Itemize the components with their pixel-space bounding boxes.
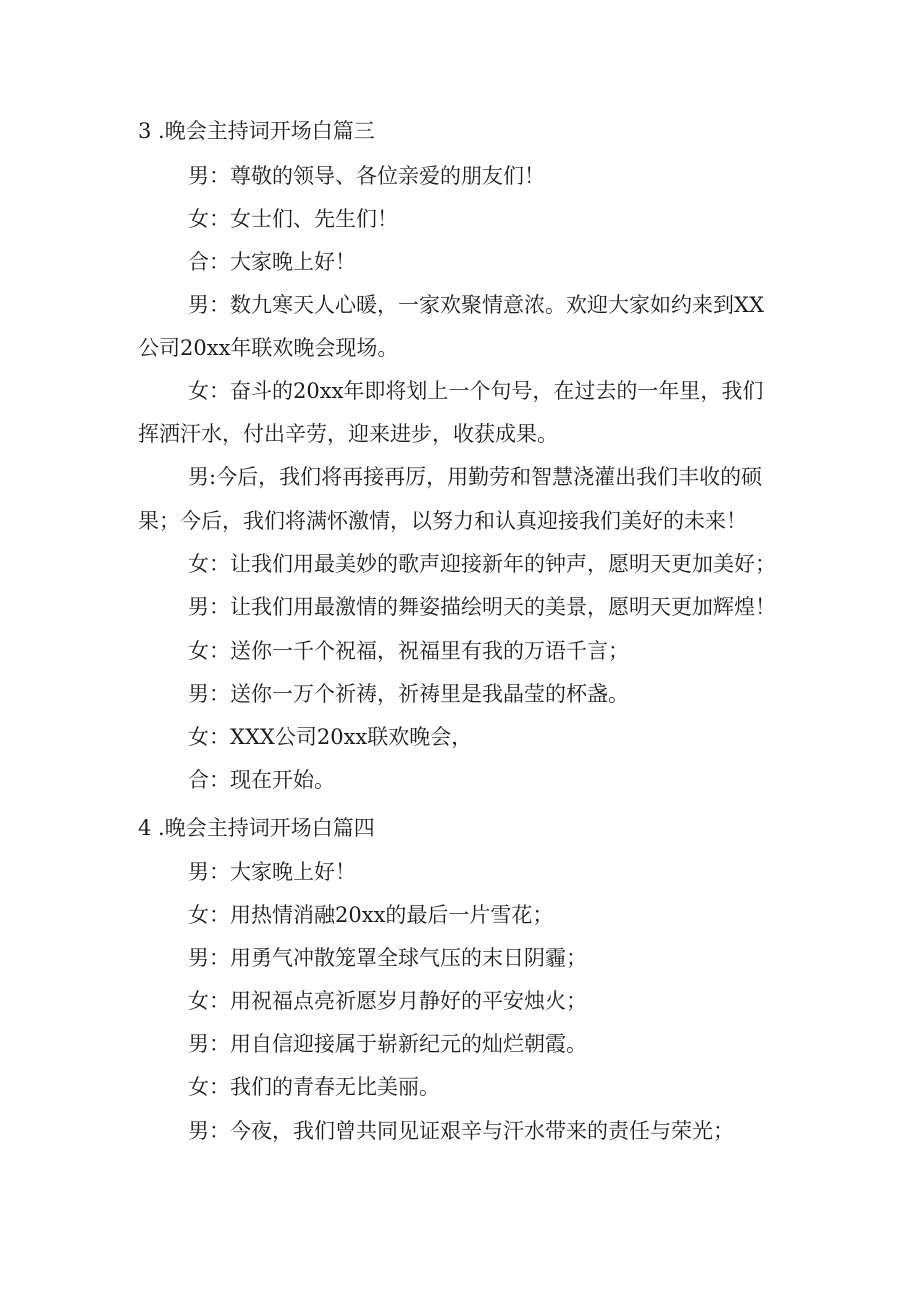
dialogue-line: 男：今夜，我们曾共同见证艰辛与汗水带来的责任与荣光；	[188, 1119, 734, 1143]
section-heading: 4 .晚会主持词开场白篇四	[138, 816, 375, 840]
dialogue-line: 合：现在开始。	[188, 768, 335, 792]
dialogue-line: 男：让我们用最激情的舞姿描绘明天的美景，愿明天更加辉煌！	[188, 595, 776, 619]
dialogue-line: 女：女士们、先生们！	[188, 207, 398, 231]
dialogue-line: 女：用热情消融20xx的最后一片雪花；	[188, 903, 554, 927]
dialogue-line: 男：尊敬的领导、各位亲爱的朋友们！	[188, 164, 545, 188]
dialogue-line-continuation: 挥洒汗水，付出辛劳，迎来进步，收获成果。	[138, 422, 558, 446]
dialogue-line: 合：大家晚上好！	[188, 250, 356, 274]
dialogue-line: 男:今后，我们将再接再厉，用勤劳和智慧浇灌出我们丰收的硕	[188, 465, 763, 489]
dialogue-line-continuation: 果；今后，我们将满怀激情，以努力和认真迎接我们美好的未来！	[138, 509, 747, 533]
dialogue-line: 男：用自信迎接属于崭新纪元的灿烂朝霞。	[188, 1032, 587, 1056]
dialogue-line-continuation: 公司20xx年联欢晚会现场。	[138, 336, 399, 360]
dialogue-line: 男：大家晚上好！	[188, 860, 356, 884]
dialogue-line: 女：奋斗的20xx年即将划上一个句号，在过去的一年里，我们	[188, 379, 764, 403]
dialogue-line: 男：数九寒天人心暖，一家欢聚情意浓。欢迎大家如约来到XX	[188, 293, 764, 317]
dialogue-line: 女：用祝福点亮祈愿岁月静好的平安烛火；	[188, 989, 587, 1013]
dialogue-line: 女：我们的青春无比美丽。	[188, 1075, 440, 1099]
dialogue-line: 女：XXX公司20xx联欢晚会，	[188, 725, 473, 749]
dialogue-line: 男：送你一万个祈祷，祈祷里是我晶莹的杯盏。	[188, 682, 629, 706]
dialogue-line: 女：让我们用最美妙的歌声迎接新年的钟声，愿明天更加美好；	[188, 552, 776, 576]
section-heading: 3 .晚会主持词开场白篇三	[138, 119, 375, 143]
dialogue-line: 女：送你一千个祝福，祝福里有我的万语千言；	[188, 639, 629, 663]
dialogue-line: 男：用勇气冲散笼罩全球气压的末日阴霾；	[188, 946, 587, 970]
